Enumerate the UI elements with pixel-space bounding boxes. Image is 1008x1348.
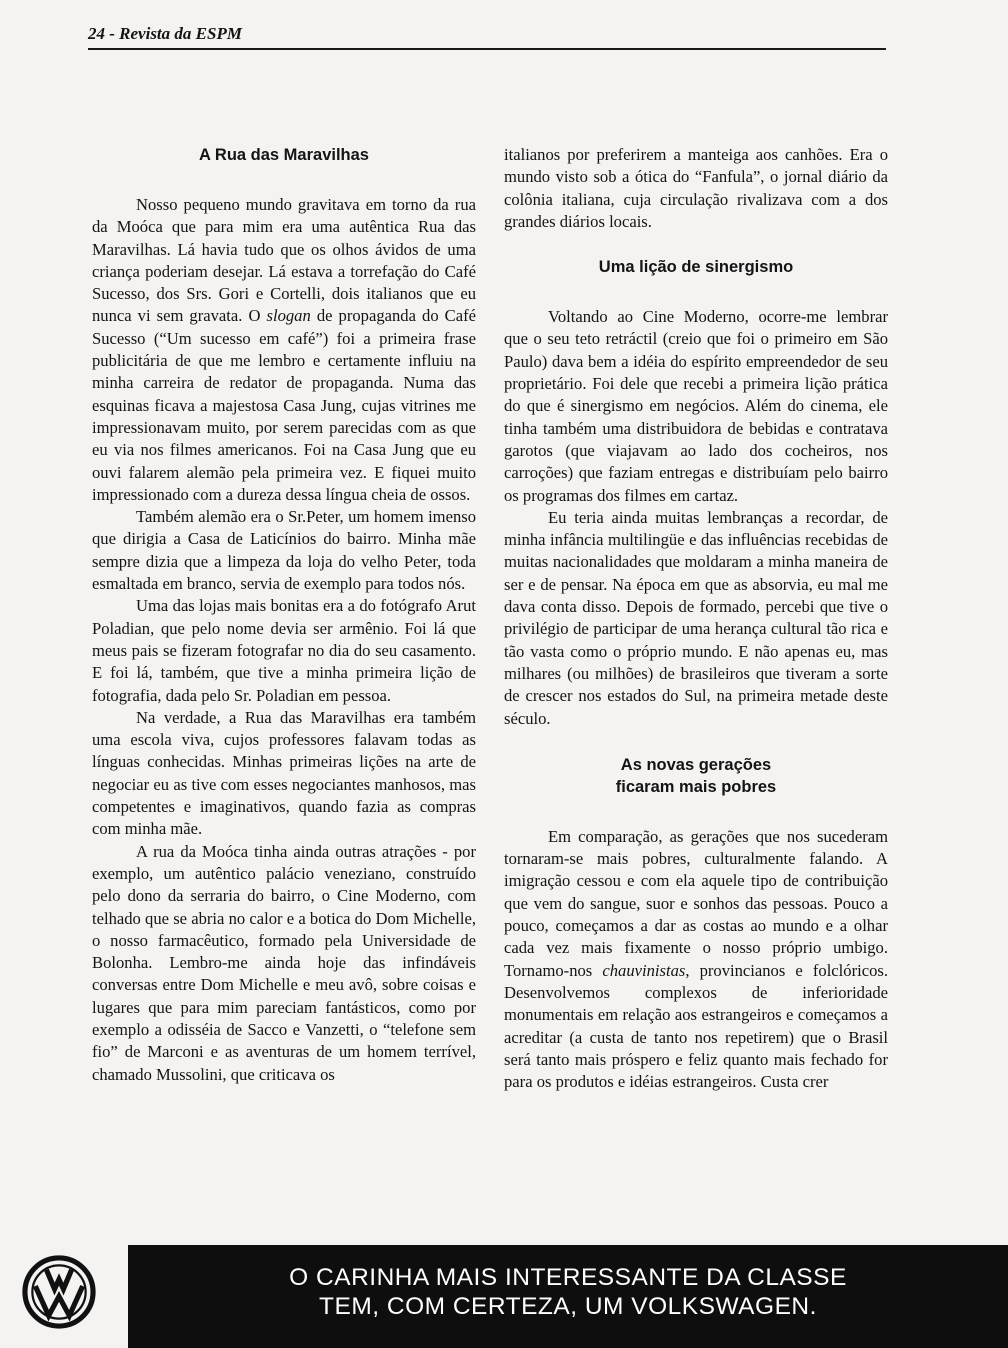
ad-line: O CARINHA MAIS INTERESSANTE DA CLASSE bbox=[289, 1264, 847, 1291]
paragraph: Também alemão era o Sr.Peter, um homem imenso que dirigia a Casa de Laticínios do bairro. Minha mãe sempre dizia que a limpeza da loja do velho Peter, toda esmaltada em branco, servia de exemplo para todos nós. bbox=[92, 507, 476, 594]
paragraph: Voltando ao Cine Moderno, ocorre-me lembrar que o seu teto retráctil (creio que foi o primeiro em São Paulo) dava bem a idéia do espírito empreendedor de seu proprietário. Foi dele que recebi a primeira lição prática do que é sinergismo em negócios. Além do cinema, ele tinha também uma distribuidora de bebidas e contratava garotos (que viajavam ao lado dos cocheiros, nos carroções) que faziam entregas e distribuíam pelo bairro os programas dos filmes em cartaz. bbox=[504, 307, 888, 505]
paragraph: Nosso pequeno mundo gravitava em torno da rua da Moóca que para mim era uma autêntica Rua das Maravilhas. Lá havia tudo que os olhos ávidos de uma criança poderiam desejar. Lá estava a torrefação do Café Sucesso, dos Srs. Gori e Cortelli, dois italianos que eu nunca vi sem gravata. O slogan de propaganda do Café Sucesso (“Um sucesso em café”) foi a primeira frase publicitária de que me lembro e certamente influiu na minha carreira de redator de propaganda. Numa das esquinas ficava a majestosa Casa Jung, cujas vitrines me impressionavam muito, por serem parecidas com as que eu via nos filmes americanos. Foi na Casa Jung que eu ouvi falarem alemão pela primeira vez. E fiquei muito impressionado com a dureza dessa língua cheia de ossos. bbox=[92, 195, 476, 504]
section-title-line: As novas gerações bbox=[620, 755, 772, 774]
right-column bbox=[504, 144, 888, 1093]
ad-line: TEM, COM CERTEZA, UM VOLKSWAGEN. bbox=[319, 1293, 817, 1320]
section-title-line: ficaram mais pobres bbox=[615, 777, 777, 796]
running-head: 24 - Revista da ESPM bbox=[88, 24, 242, 43]
paragraph: Na verdade, a Rua das Maravilhas era também uma escola viva, cujos professores falavam todas as línguas conhecidas. Minhas primeiras lições na arte de negociar eu as tive com esses negociantes manhosos, mas competentes e imaginativos, quando fazia as compras com minha mãe. bbox=[92, 707, 476, 839]
paragraph-continuation: italianos por preferirem a manteiga aos canhões. Era o mundo visto sob a ótica do “Fanfula”, o jornal diário da colônia italiana, cuja circulação rivalizava com a dos grandes diários locais. bbox=[504, 145, 888, 231]
section-title-novas-geracoes bbox=[504, 754, 888, 798]
section-title-rua-das-maravilhas: A Rua das Maravilhas bbox=[199, 146, 369, 164]
left-column bbox=[92, 144, 476, 1086]
paragraph: Uma das lojas mais bonitas era a do fotógrafo Arut Poladian, que pelo nome devia ser armênio. Foi lá que meus pais se fizeram fotografar no dia do seu casamento. E foi lá, também, que tive a minha primeira lição de fotografia, dada pelo Sr. Poladian em pessoa. bbox=[92, 596, 476, 705]
paragraph: Em comparação, as gerações que nos sucederam tornaram-se mais pobres, culturalmente falando. A imigração cessou e com ela aquele tipo de contribuição que vem do sangue, suor e sonhos das pessoas. Pouco a pouco, começamos a dar as costas ao mundo e a olhar cada vez mais fixamente o nosso próprio umbigo. Tornamo-nos chauvinistas, provincianos e folclóricos. Desenvolvemos complexos de inferioridade monumentais em relação aos estrangeiros e começamos a acreditar (a custa de tanto nos repetirem) que o Brasil será tanto mais próspero e feliz quanto mais fechado for para os produtos e idéias estrangeiros. Custa crer bbox=[504, 826, 888, 1092]
volkswagen-logo-icon bbox=[22, 1255, 96, 1329]
section-title-licao-de-sinergismo: Uma lição de sinergismo bbox=[598, 258, 794, 277]
paragraph: Eu teria ainda muitas lembranças a recordar, de minha infância multilingüe e das influências recebidas de muitas nacionalidades que moldaram a minha maneira de ser e de pensar. Na época em que as absorvia, eu mal me dava conta disso. Depois de formado, percebi que tive o privilégio de participar de uma herança cultural tão rica e tão vasta como o próprio mundo. E não apenas eu, mas milhares (ou milhões) de brasileiros que tiveram a sorte de crescer nos estados do Sul, na primeira metade deste século. bbox=[504, 507, 888, 728]
header-rule bbox=[88, 48, 886, 50]
paragraph: A rua da Moóca tinha ainda outras atrações - por exemplo, um autêntico palácio veneziano, construído pelo dono da serraria do bairro, o Cine Moderno, com telhado que se abria no calor e a botica do Dom Michelle, o nosso farmacêutico, formado pela Universidade de Bolonha. Lembro-me ainda hoje das infindáveis conversas entre Dom Michelle e meu avô, sobre coisas e lugares que para mim pareciam fantásticos, como por exemplo a odisséia de Sacco e Vanzetti, o “telefone sem fio” de Marconi e as aventuras de um homem terrível, chamado Mussolini, que criticava os bbox=[92, 841, 476, 1084]
ad-banner bbox=[128, 1245, 1008, 1348]
